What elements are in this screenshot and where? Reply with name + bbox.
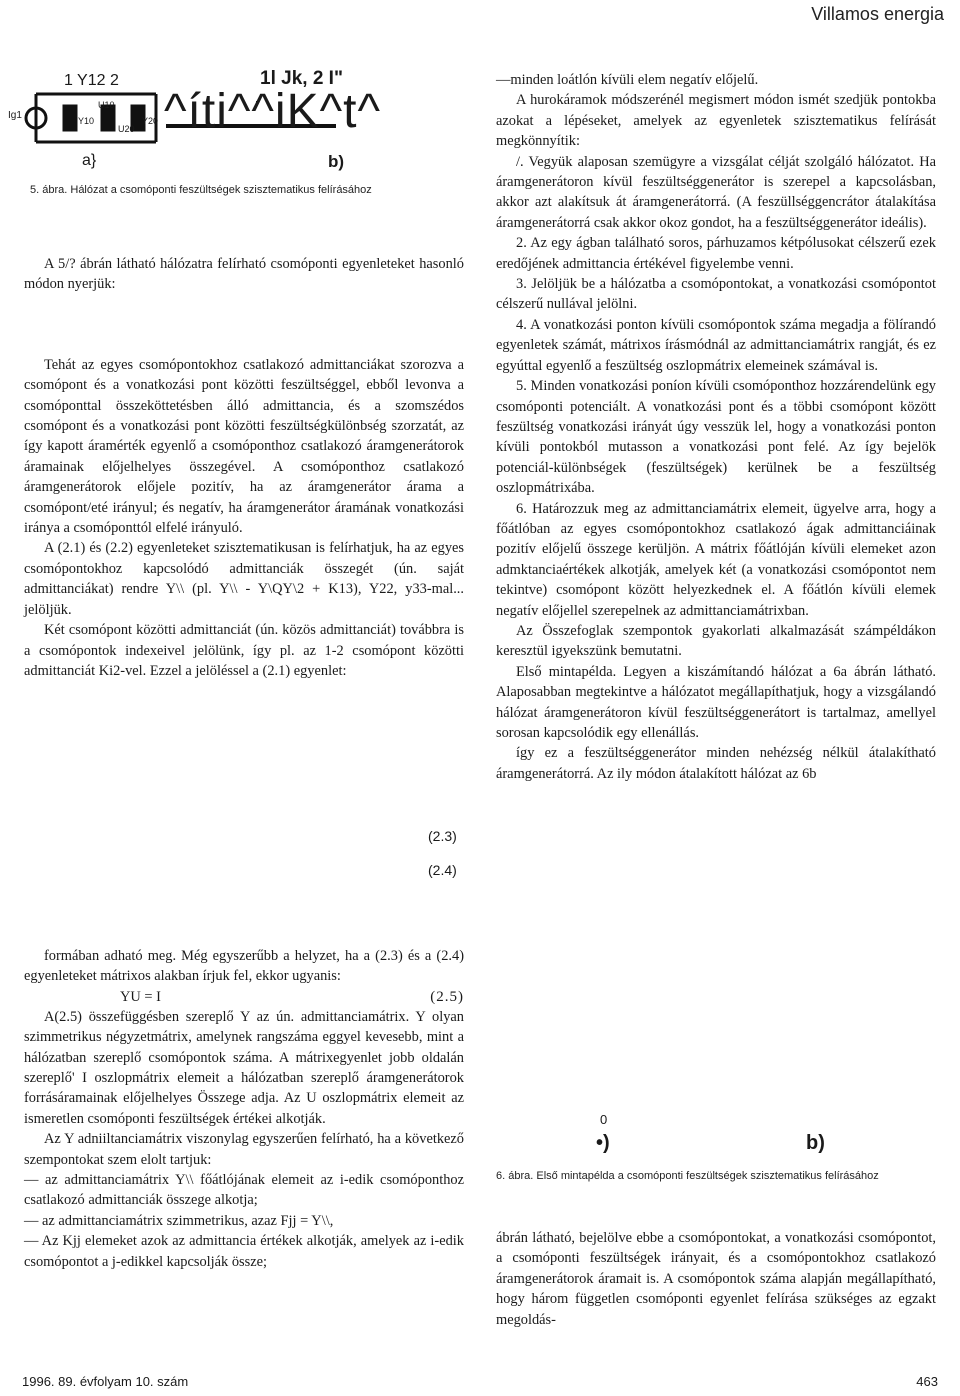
paragraph: Első mintapélda. Legyen a kiszámítandó hálózat a 6a ábrán látható. Alaposabban megtekintve a hálózatot megállapíthatjuk, hogy a vizsgálandó hálózat áramgenerátoron kívül feszültséggenerátort is tartalmaz, amellyel sorosan kapcsolódik egy ellenállás. (496, 663, 936, 741)
paragraph: A (2.1) és (2.2) egyenleteket szisztematikusan is felírhatjuk, ha az egyes csomópontokhoz kapcsolódó admittanciák összegét (ún. saját admittanciákat) rendre Y\\ (pl. Y\\ - Y\QY\2 + K13), Y22, y33-mal... jelöljük. (24, 540, 464, 618)
paragraph: 6. Határozzuk meg az admittanciamátrix elemeit, ügyelve arra, hogy a főátlóban az egyes csomópontokhoz csatlakozó ágak admittanciáinak pozitív előjelű összege kerüljön. A mátrix főátlóján kívüli elemeket azon admktanciaértékek alkotják, amelyek két (a vonatkozási csomópontot nem tekintve) csomópont között helyezkednek el. A főátlón kívüli elemek negatív előjellel szerepelnek az admittanciamátrixban. (496, 500, 936, 619)
left-column-top (24, 254, 464, 681)
list-item: —minden loátlón kívüli elem negatív előjelű. (496, 72, 759, 88)
figure-5-label-u20: U20 (118, 124, 135, 134)
figure-6 (496, 1112, 936, 1192)
footer-issue: 1996. 89. évfolyam 10. szám (22, 1374, 189, 1389)
figure-5-label-u10: U10 (98, 100, 115, 110)
paragraph: formában adható meg. Még egyszerűbb a helyzet, ha a (2.3) és a (2.4) egyenleteket mátrixos alakban írjuk fel, ekkor ugyanis: (24, 948, 464, 985)
list-item: — az admittanciamátrix Y\\ főátlójának elemeit az i-edik csomóponthoz csatlakozó admittanciák összege alkotja; (24, 1172, 464, 1209)
figure-5-label-y10: Y10 (78, 116, 95, 126)
list-item: — az admittanciamátrix szimmetrikus, azaz Fjj = Y\\, (24, 1212, 334, 1229)
paragraph: Tehát az egyes csomópontokhoz csatlakozó admittanciákat szorozva a csomópont és a vonatkozási pont közötti feszültséggel, ebből levonva a csomóponttal összeköttetésben álló admittancia, és a szomszédos csomópont és a vonatkozási pont közötti feszültségkülönbség szorzatát, az így kapott áramérték egyenlő a csomóponthoz csatlakozó áramgenerátorok áramainak előjelhelyes összegével. A csomóponthoz csatlakozó áramgenerátorok előjele pozitív, ha az áramgenerátor árama a csomópont/eté irányul; és negatív, ha áramgenerátor áramának vonatkozási iránya a csomóponttól elfelé irányuló. (24, 356, 464, 537)
paragraph: így ez a feszültséggenerátor minden nehézség nélkül átalakítható áramgenerátorrá. Az ily módon átalakított hálózat az 6b (496, 745, 936, 782)
figure-6-sub-b: b) (806, 1132, 825, 1154)
figure-5-sub-b: b) (328, 152, 345, 171)
paragraph: A hurokáramok módszerénél megismert módon ismét szedjük pontokba azokat a lépéseket, amelyek az egyenletek szisztematikus felírását megkönnyítik: (496, 92, 936, 150)
paragraph: Két csomópont közötti admittanciát (ún. közös admittanciát) továbbra is a csomópontok indexeivel jelölünk, így pl. az 1-2 csomópont közötti admittanciát Ki2-vel. Ezzel a jelöléssel a (2.1) egyenlet: (24, 622, 464, 679)
equation-2-5 (24, 987, 464, 1007)
equation-number-2-3: (2.3) (428, 828, 457, 844)
figure-5-sub-a: a} (82, 152, 97, 169)
equation-number-2-5: (2.5) (430, 988, 464, 1005)
figure-6-caption-text: Első mintapélda a csomóponti feszültségek szisztematikus felírásához (536, 1170, 879, 1182)
paragraph: A 5/? ábrán látható hálózatra felírható csomóponti egyenleteket hasonló módon nyerjük: (24, 256, 464, 293)
paragraph: Az Összefoglak szempontok gyakorlati alkalmazását számpéldákon keresztül igyekszünk bemutatni. (496, 622, 936, 660)
figure-5-top-left-label: 1 Y12 2 (64, 72, 119, 89)
figure-5 (6, 66, 474, 216)
paragraph: 2. Az egy ágban található soros, párhuzamos kétpólusokat célszerű ezek eredőjének admittancia értékével figyelembe venni. (496, 235, 936, 272)
figure-5-garbled-text: ^íti^^iK^t^ (164, 85, 381, 138)
paragraph: Az Y adniiltanciamátrix viszonylag egyszerűen felírható, ha a következő szempontokat szem elolt tartjuk: (24, 1131, 464, 1168)
left-column-bottom (24, 946, 464, 1272)
list-item: — Az Kjj elemeket azok az admittancia értékek alkotják, amelyek az i-edik csomópontot a j-edikkel kapcsolják össze; (24, 1233, 464, 1270)
footer-page-number: 463 (916, 1374, 938, 1389)
paragraph: 3. Jelöljük be a hálózatba a csomópontokat, a vonatkozási csomópontot célszerű nullával jelölni. (496, 276, 936, 313)
figure-5-caption-num: 5. ábra. (30, 184, 68, 196)
right-column-top (496, 70, 936, 784)
figure-6-caption-num: 6. ábra. (496, 1170, 534, 1182)
equation-number-2-4: (2.4) (428, 862, 457, 878)
paragraph: A(2.5) összefüggésben szereplő Y az ún. admittanciamátrix. Y olyan szimmetrikus négyzetmátrix, amelynek rangszáma eggyel kevesebb, mint a hálózatban szereplő csomópontok száma. A mátrixegyenlet jobb oldalán szereplő' I oszlopmátrix elemeit a hálózatban szereplő áramgenerátorok forrásáramainak előjelhelyes Összege adja. Az U oszlopmátrix elemeit az ismeretlen csomóponti feszültségek értékei alkotják. (24, 1008, 464, 1127)
equation-2-5-expr: YU = I (120, 988, 161, 1005)
figure-5-caption (30, 184, 470, 196)
figure-6-zero: 0 (600, 1112, 608, 1127)
right-column-bottom (496, 1228, 936, 1330)
paragraph: 5. Minden vonatkozási poníon kívüli csomóponthoz hozzárendelünk egy csomóponti potenciált. A vonatkozási pont és a többi csomópont között feszültség vonatkozási irányát úgy vesszük lel, hogy a vonatkozási ponton kívüli pontokból mutasson a vonatkozási pont felé. Az így bejelök potenciál-különbségek (feszültségek) kerülnek be a feszültség oszlopmátrixába. (496, 378, 936, 497)
figure-5-top-right-label: 1l Jk, 2 I" (260, 68, 343, 89)
journal-title: Villamos energia (811, 4, 944, 24)
paragraph: ábrán látható, bejelölve ebbe a csomópontokat, a vonatkozási csomópontot, a csomóponti feszültségek irányait, és a csomópontokhoz csatlakozó áramgenerátorok áramait is. A csomópontok száma alapján megállapítható, hogy három független csomóponti egyenlet felírása szükséges az egzakt megoldás- (496, 1230, 936, 1328)
figure-6-caption (496, 1170, 936, 1182)
page-header (0, 0, 960, 34)
paragraph: /. Vegyük alaposan szemügyre a vizsgálat célját szolgáló hálózatot. Ha áramgenerátoron kívül feszültséggenerátor is szerepel a kapcsolásban, akkor azt alakítsuk át áramgenerátorrá. (A feszüllséggencrátor átalakítása áramgenerátorrá csak akkor okoz gondot, ha a feszültséggenerátor ideális). (496, 153, 936, 231)
figure-6-sub-a: •) (596, 1132, 610, 1154)
figure-5-label-ig1: Ig1 (8, 110, 22, 121)
paragraph: 4. A vonatkozási ponton kívüli csomópontok száma megadja a fölírandó egyenletek számát, mátrixos írásmódnál az admittanciamátrix rangját, és ez egyúttal egyenlő a feszültség oszlopmátrix elemeinek számával is. (496, 316, 936, 374)
figure-5-caption-text: Hálózat a csomóponti feszültségek szisztematikus felírásához (70, 184, 372, 196)
figure-5-label-y20: Y20 (142, 116, 159, 126)
